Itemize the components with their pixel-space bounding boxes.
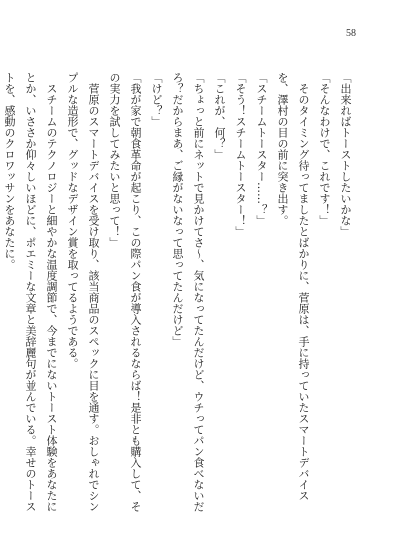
text-line: 菅原のスマートデバイスを受け取り、該当商品のスペックに目を通す。おしゃれでシン	[87, 72, 100, 512]
text-line: トを、感動のクロワッサンをあなたに。	[3, 72, 16, 270]
text-line: 「スチームトースター……？」	[255, 72, 268, 226]
text-line: 「出来ればトーストしたいかな」	[339, 72, 352, 237]
text-line: を、澤村の目の前に突き出す。	[276, 72, 289, 226]
novel-body-text	[3, 72, 356, 512]
text-line: とか、いささか仰々しいほどに、ポエミーな文章と美辞麗句が並んでいる。幸せのトース	[24, 72, 37, 512]
text-line: 「そう！スチームトースター！」	[234, 72, 247, 237]
text-line: 「けど？」	[150, 72, 163, 127]
text-line: 「そんなわけで、これです！」	[318, 72, 331, 226]
text-line: 「ちょっと前にネットで見かけてさ〜、気になってたんだけど、ウチってパン食べないだ	[192, 72, 205, 512]
page-number: 58	[346, 28, 356, 39]
text-line: プルな造形で、グッドなデザイン賞を取ってるようである。	[66, 72, 79, 369]
text-line: ろ？だからまあ、ご縁がないなって思ってたんだけど」	[171, 72, 184, 347]
text-line: スチームのテクノロジーと細やかな温度調節で、今までにないトースト体験をあなたに	[45, 72, 58, 512]
text-line: の実力を試してみたいと思って！」	[108, 72, 121, 248]
text-line: 「我が家で朝食革命が起こり、この際パン食が導入されるならば！是非とも購入して、そ	[129, 72, 142, 512]
text-line: そのタイミング待ってましたとばかりに、菅原は、手に持っていたスマートデバイス	[297, 72, 310, 501]
text-line: 「これが、何？」	[213, 72, 226, 160]
